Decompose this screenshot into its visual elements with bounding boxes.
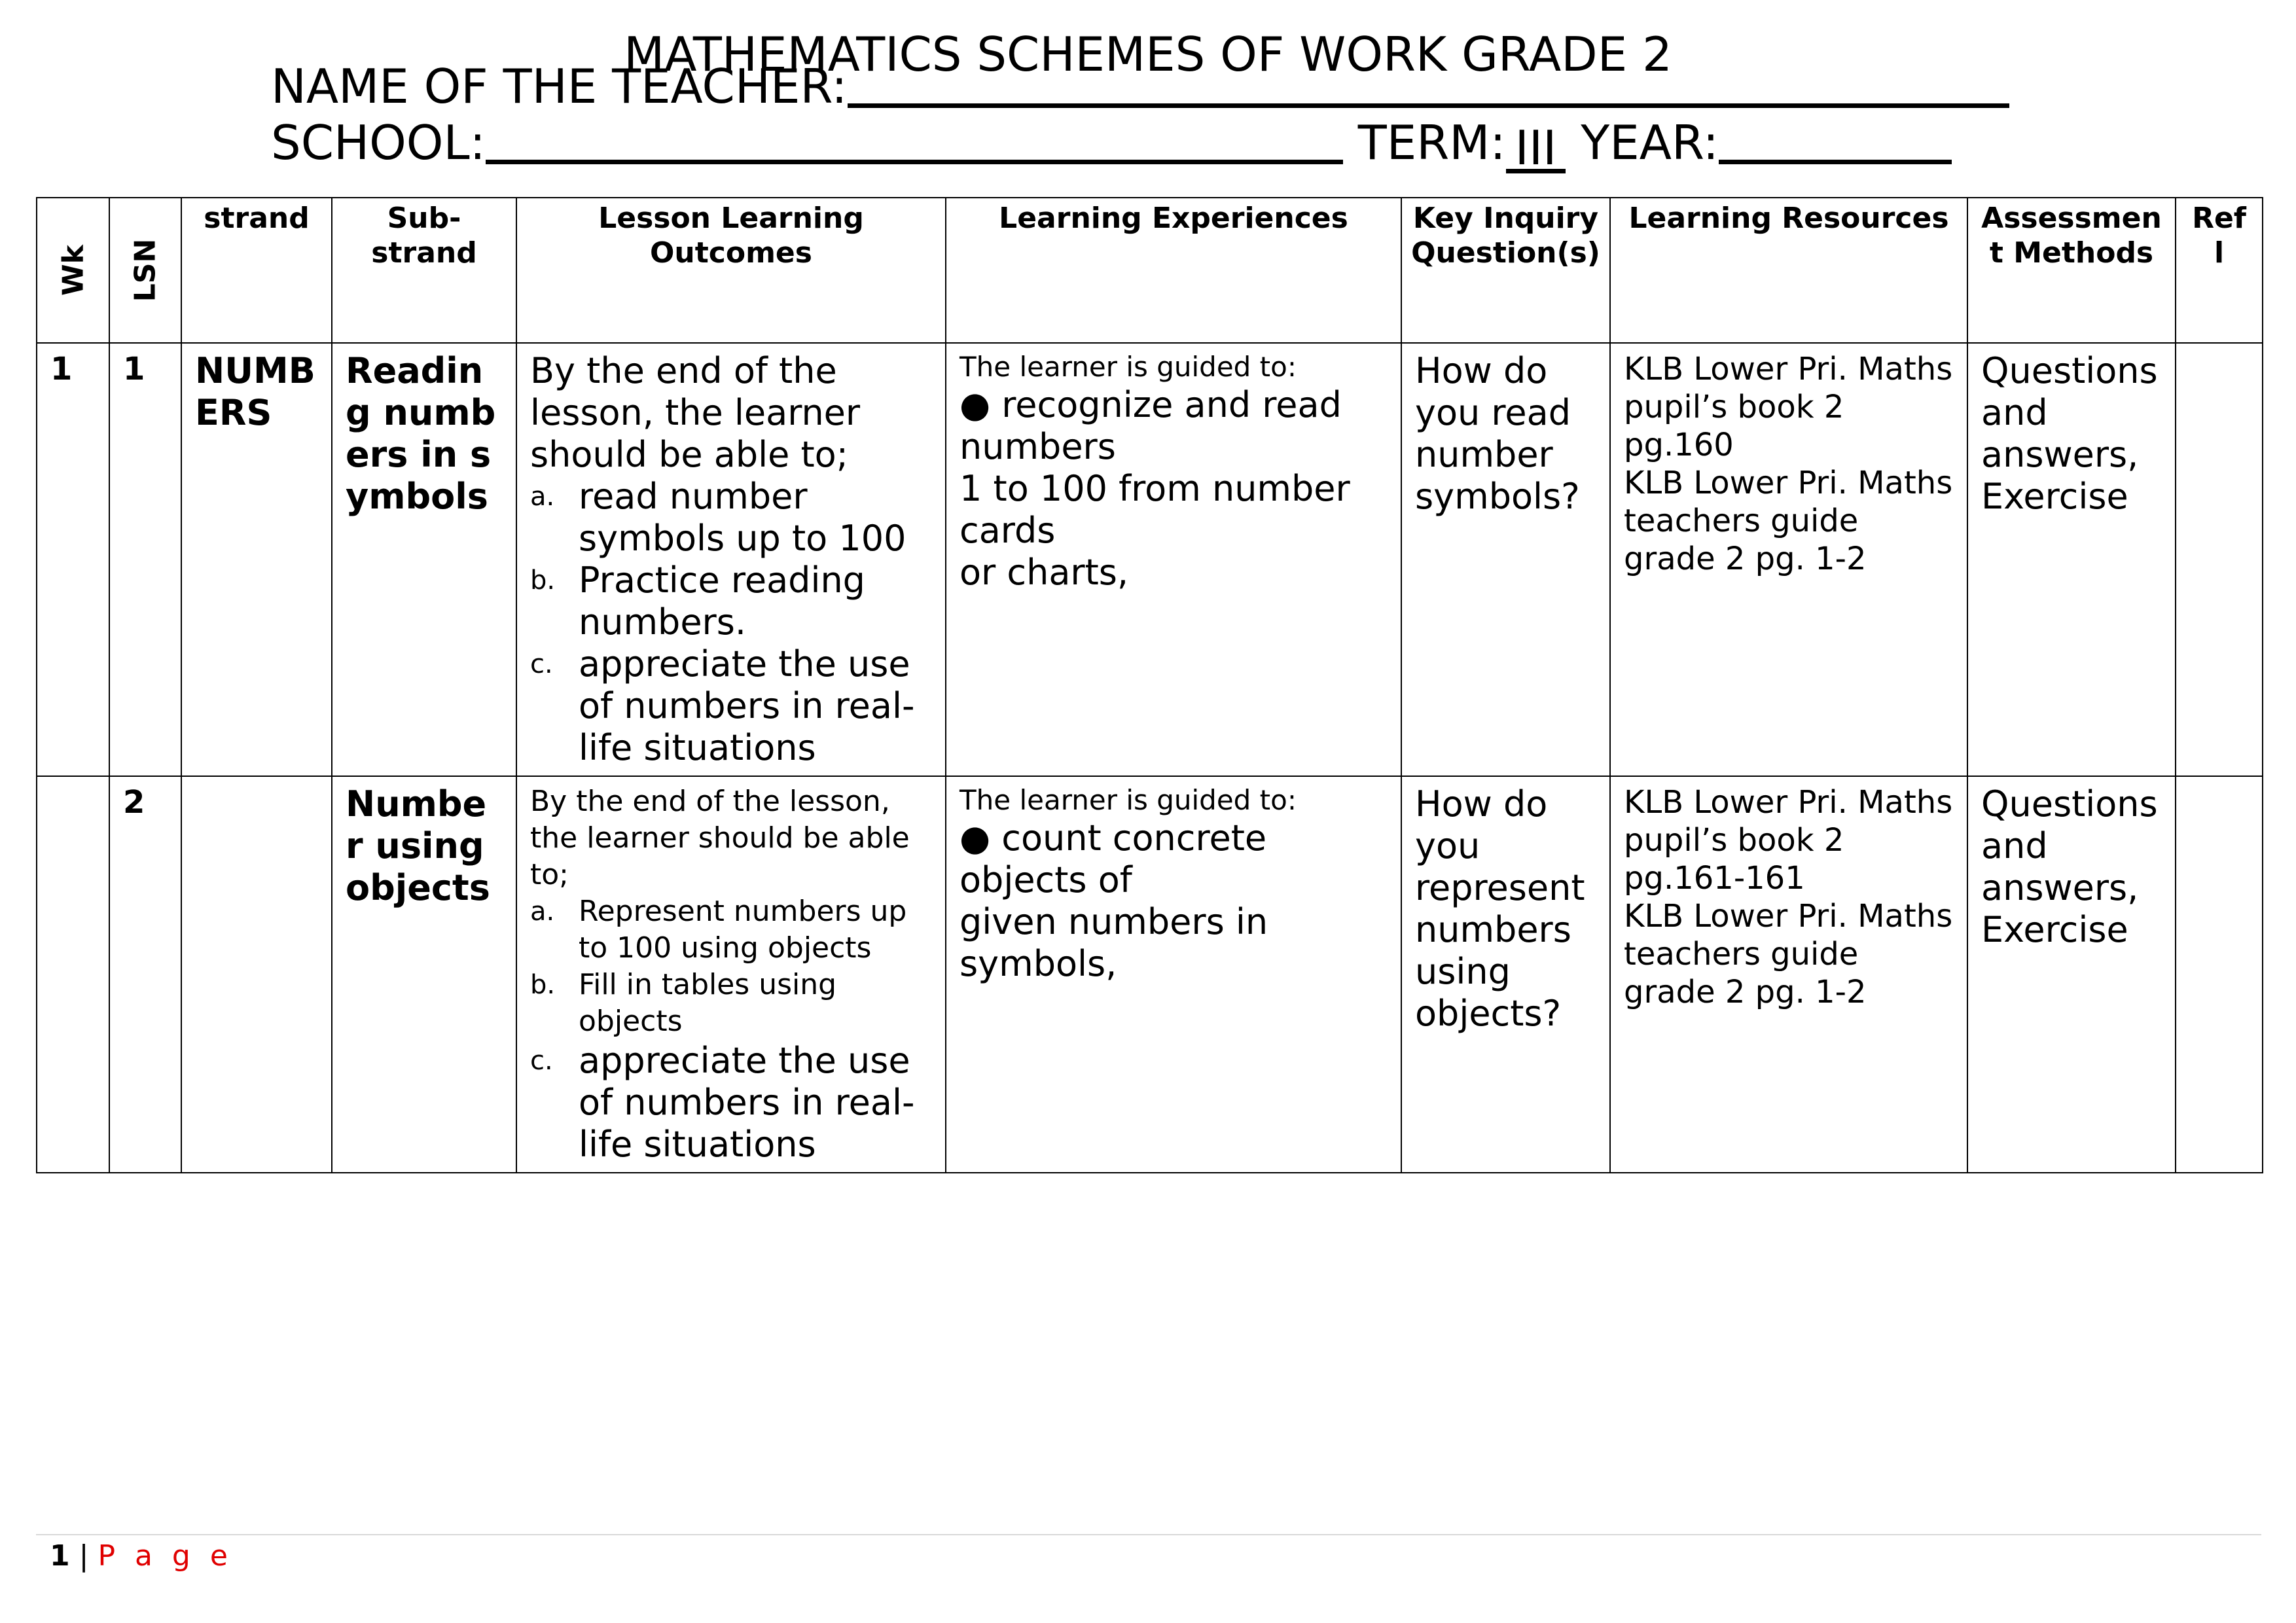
scheme-table <box>36 197 2263 1173</box>
header-outcomes: Lesson Learning Outcomes <box>516 198 946 343</box>
row2-resource-1: KLB Lower Pri. Maths pupil’s book 2 pg.161-161 <box>1624 784 1953 897</box>
row1-lsn: 1 <box>109 343 181 776</box>
list-item: a. read number symbols up to 100 <box>530 476 906 559</box>
page-word: P a g e <box>98 1539 233 1573</box>
year-blank <box>1719 118 1952 164</box>
page-footer <box>50 1535 233 1577</box>
header-reflection: Refl <box>2176 198 2263 343</box>
school-label: SCHOOL: <box>271 115 486 170</box>
row2-experiences-bullet: ● count concrete objects of <box>960 817 1267 901</box>
row1-inquiry: How do you read number symbols? <box>1401 343 1610 776</box>
list-item: c. appreciate the use of numbers in real-life situations <box>530 1040 915 1165</box>
header-experiences: Learning Experiences <box>946 198 1401 343</box>
header-assessment: Assessment Methods <box>1967 198 2176 343</box>
list-item: b. Practice reading numbers. <box>530 560 865 643</box>
school-blank <box>486 118 1343 164</box>
bullet-icon: ● <box>960 384 991 425</box>
row1-reflection <box>2176 343 2263 776</box>
row1-resources <box>1610 343 1967 776</box>
row1-experiences <box>946 343 1401 776</box>
header-resources: Learning Resources <box>1610 198 1967 343</box>
row1-experiences-rest2: or charts, <box>960 552 1129 593</box>
row1-outcomes-intro: By the end of the lesson, the learner should be able to; <box>530 350 861 475</box>
row1-outcomes <box>516 343 946 776</box>
table-header-row <box>37 198 2263 343</box>
bullet-icon: ● <box>960 817 991 859</box>
list-item: b. Fill in tables using objects <box>530 968 837 1038</box>
teacher-label: NAME OF THE TEACHER: <box>271 59 848 114</box>
row2-outcomes-intro: By the end of the lesson, the learner should be able to; <box>530 785 910 891</box>
row2-assessment: Questions and answers, Exercise <box>1967 776 2176 1173</box>
list-item: a. Represent numbers up to 100 using objects <box>530 895 907 965</box>
row1-experiences-intro: The learner is guided to: <box>960 351 1297 383</box>
header-strand: strand <box>181 198 332 343</box>
row2-resources <box>1610 776 1967 1173</box>
document-title: MATHEMATICS SCHEMES OF WORK GRADE 2 <box>624 27 1672 82</box>
footer-divider <box>36 1534 2261 1535</box>
row2-substrand: Number using objects <box>332 776 516 1173</box>
page-number: 1 <box>50 1539 70 1573</box>
row1-wk: 1 <box>37 343 109 776</box>
header-wk: Wk <box>37 198 109 343</box>
row2-experiences-rest: given numbers in symbols, <box>960 901 1268 984</box>
row1-substrand: Reading numbers in symbols <box>332 343 516 776</box>
row2-reflection <box>2176 776 2263 1173</box>
row2-experiences <box>946 776 1401 1173</box>
row2-resource-2: KLB Lower Pri. Maths teachers guide grade 2 pg. 1-2 <box>1624 898 1953 1010</box>
row2-lsn: 2 <box>109 776 181 1173</box>
table-row <box>37 776 2263 1173</box>
row1-strand: NUMBERS <box>181 343 332 776</box>
row2-outcomes-list <box>530 893 932 1166</box>
term-value: III <box>1506 127 1566 173</box>
row2-wk <box>37 776 109 1173</box>
row1-experiences-bullet: ● recognize and read numbers <box>960 384 1342 467</box>
row2-strand <box>181 776 332 1173</box>
row1-resource-1: KLB Lower Pri. Maths pupil’s book 2 pg.160 <box>1624 351 1953 463</box>
row2-outcomes <box>516 776 946 1173</box>
row1-assessment: Questions and answers, Exercise <box>1967 343 2176 776</box>
list-item: c. appreciate the use of numbers in real-life situations <box>530 643 915 768</box>
row2-experiences-intro: The learner is guided to: <box>960 784 1297 816</box>
school-line <box>271 113 1952 175</box>
header-lsn: LSN <box>109 198 181 343</box>
table-row <box>37 343 2263 776</box>
footer-separator: | <box>79 1539 89 1573</box>
year-label: YEAR: <box>1581 115 1719 170</box>
row1-outcomes-list <box>530 476 932 769</box>
row1-resource-2: KLB Lower Pri. Maths teachers guide grade 2 pg. 1-2 <box>1624 465 1953 577</box>
header-inquiry: Key Inquiry Question(s) <box>1401 198 1610 343</box>
row1-experiences-rest: 1 to 100 from number cards <box>960 468 1350 551</box>
teacher-blank <box>848 62 2009 108</box>
term-label: TERM: <box>1357 115 1506 170</box>
row2-inquiry: How do you represent numbers using objects? <box>1401 776 1610 1173</box>
header-substrand: Sub-strand <box>332 198 516 343</box>
teacher-line <box>271 56 2009 115</box>
